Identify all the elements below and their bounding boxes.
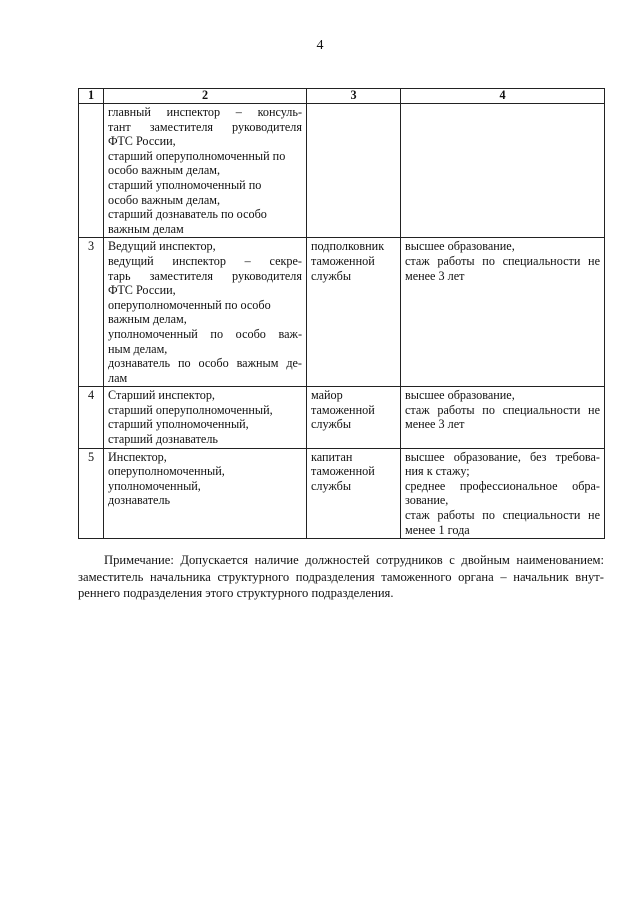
positions-line: старший уполномоченный, — [108, 417, 249, 432]
note-line: заместитель начальника структурного подразделения таможенного органа – начальник внут- — [78, 569, 604, 584]
positions-line: старший оперуполномоченный по — [108, 148, 286, 163]
positions-line: лам — [108, 370, 128, 385]
positions-cell — [104, 448, 307, 539]
positions-line: ФТС России, — [108, 134, 176, 149]
positions-line: Ведущий инспектор, — [108, 239, 216, 254]
rank-cell — [307, 238, 401, 387]
positions-line: важным делам — [108, 221, 184, 236]
note-line: реннего подразделения этого структурного подразделения. — [78, 586, 394, 600]
requirements-line: высшее образование, — [405, 388, 515, 403]
rank-cell — [307, 104, 401, 238]
positions-line: старший оперуполномоченный, — [108, 402, 273, 417]
positions-line: старший дознаватель — [108, 432, 218, 447]
rank-line: майор — [311, 388, 343, 403]
requirements-cell — [401, 238, 605, 387]
positions-line: ведущий инспектор – секре- — [108, 253, 302, 268]
rank-line: таможенной — [311, 402, 375, 417]
requirements-cell — [401, 387, 605, 448]
note-text — [78, 552, 604, 602]
positions-line: старший дознаватель по особо — [108, 207, 267, 222]
table-row — [79, 104, 605, 238]
rank-line: службы — [311, 478, 352, 493]
positions-line: ным делам, — [108, 341, 168, 356]
positions-line: ФТС России, — [108, 283, 176, 298]
positions-cell — [104, 238, 307, 387]
row-number-cell: 5 — [79, 448, 104, 539]
positions-line: важным делам, — [108, 312, 187, 327]
positions-line: особо важным делам, — [108, 163, 220, 178]
positions-cell — [104, 387, 307, 448]
rank-line: таможенной — [311, 464, 375, 479]
rank-line: таможенной — [311, 253, 375, 268]
positions-line: уполномоченный, — [108, 478, 201, 493]
positions-line: тарь заместителя руководителя — [108, 268, 302, 283]
requirements-line: стаж работы по специальности не — [405, 402, 600, 417]
requirements-cell — [401, 104, 605, 238]
requirements-line: стаж работы по специальности не — [405, 508, 600, 523]
row-number-cell — [79, 104, 104, 238]
requirements-line: среднее профессиональное обра- — [405, 478, 600, 493]
positions-line: старший уполномоченный по — [108, 177, 262, 192]
row-number-cell: 4 — [79, 387, 104, 448]
column-header: 1 — [79, 89, 104, 104]
rank-line: подполковник — [311, 239, 385, 254]
positions-line: оперуполномоченный по особо — [108, 297, 271, 312]
requirements-line: высшее образование, без требова- — [405, 449, 600, 464]
requirements-line: стаж работы по специальности не — [405, 253, 600, 268]
requirements-line: высшее образование, — [405, 239, 515, 254]
positions-table — [78, 88, 605, 539]
column-header: 4 — [401, 89, 605, 104]
table-body — [79, 104, 605, 539]
requirements-line: менее 1 года — [405, 522, 470, 537]
requirements-line: ния к стажу; — [405, 464, 470, 479]
positions-line: Инспектор, — [108, 449, 167, 464]
row-number-cell: 3 — [79, 238, 104, 387]
column-header: 3 — [307, 89, 401, 104]
column-header: 2 — [104, 89, 307, 104]
positions-line: уполномоченный по особо важ- — [108, 326, 302, 341]
requirements-line: менее 3 лет — [405, 417, 465, 432]
positions-line: дознаватель по особо важным де- — [108, 356, 302, 371]
positions-line: дознаватель — [108, 493, 171, 508]
requirements-line: менее 3 лет — [405, 268, 465, 283]
page-number: 4 — [316, 38, 324, 53]
positions-line: Старший инспектор, — [108, 388, 215, 403]
table-header-row — [79, 89, 605, 104]
rank-line: службы — [311, 268, 352, 283]
rank-cell — [307, 448, 401, 539]
rank-line: службы — [311, 417, 352, 432]
positions-line: оперуполномоченный, — [108, 464, 225, 479]
requirements-cell — [401, 448, 605, 539]
note-line: Примечание: Допускается наличие должностей сотрудников с двойным наименованием: — [104, 553, 604, 567]
positions-cell — [104, 104, 307, 238]
table-row — [79, 238, 605, 387]
rank-cell — [307, 387, 401, 448]
positions-line: главный инспектор – консуль- — [108, 105, 302, 119]
table-row — [79, 448, 605, 539]
positions-line: тант заместителя руководителя — [108, 119, 302, 134]
positions-line: особо важным делам, — [108, 192, 220, 207]
rank-line: капитан — [311, 449, 353, 464]
table-row — [79, 387, 605, 448]
requirements-line: зование, — [405, 493, 449, 508]
